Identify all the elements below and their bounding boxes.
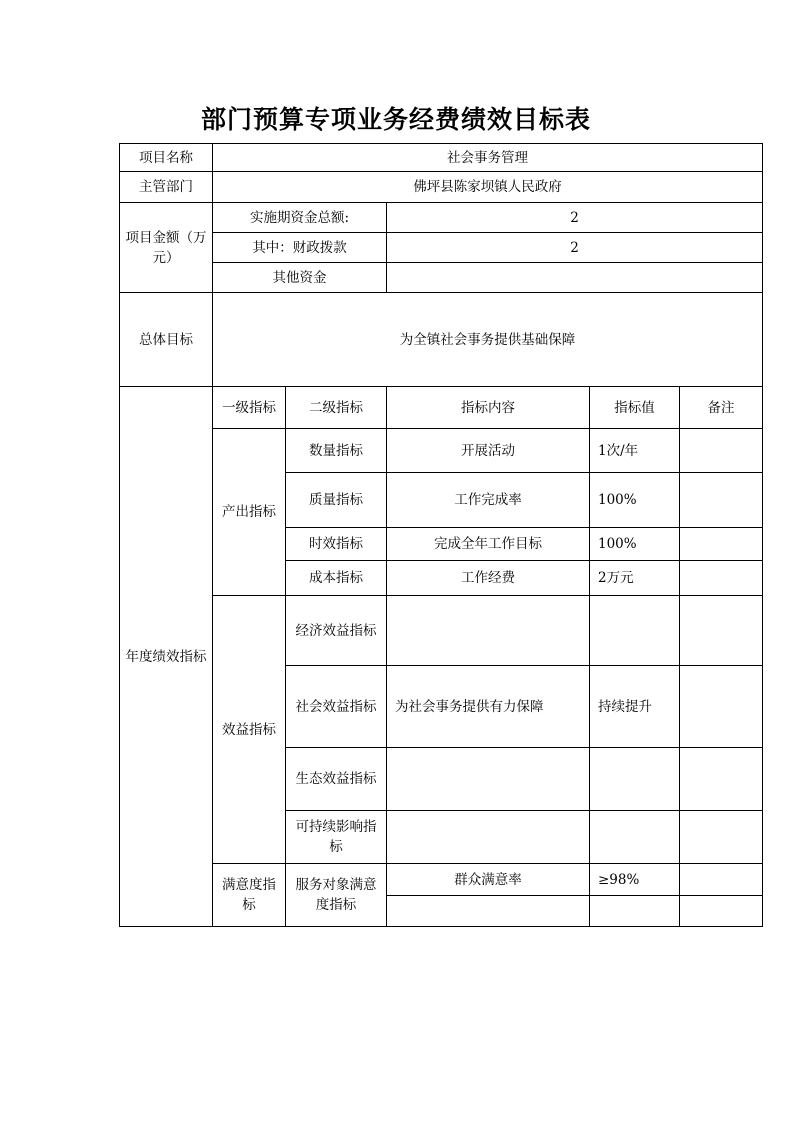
satisfaction-label: 满意度指标 bbox=[213, 864, 286, 927]
satisfaction-value-2 bbox=[590, 896, 680, 927]
total-label: 实施期资金总额: bbox=[213, 203, 387, 233]
output-note bbox=[680, 429, 763, 473]
benefit-label: 效益指标 bbox=[213, 596, 286, 864]
output-value: 100% bbox=[590, 473, 680, 528]
benefit-content: 为社会事务提供有力保障 bbox=[387, 666, 590, 748]
output-content: 工作完成率 bbox=[387, 473, 590, 528]
fiscal-label: 其中：财政拨款 bbox=[213, 233, 387, 263]
goal-label: 总体目标 bbox=[120, 293, 213, 387]
satisfaction-note bbox=[680, 864, 763, 896]
benefit-name: 生态效益指标 bbox=[286, 748, 387, 811]
other-value bbox=[387, 263, 763, 293]
benefit-name: 可持续影响指标 bbox=[286, 811, 387, 864]
output-value: 2万元 bbox=[590, 561, 680, 596]
output-value: 1次/年 bbox=[590, 429, 680, 473]
amount-label: 项目金额（万元） bbox=[120, 203, 213, 293]
satisfaction-content-2 bbox=[387, 896, 590, 927]
satisfaction-content: 群众满意率 bbox=[387, 864, 590, 896]
output-content: 完成全年工作目标 bbox=[387, 528, 590, 561]
dept-value: 佛坪县陈家坝镇人民政府 bbox=[213, 172, 763, 203]
output-note bbox=[680, 528, 763, 561]
annual-label: 年度绩效指标 bbox=[120, 387, 213, 927]
header-content: 指标内容 bbox=[387, 387, 590, 429]
output-name: 数量指标 bbox=[286, 429, 387, 473]
header-value: 指标值 bbox=[590, 387, 680, 429]
project-name-label: 项目名称 bbox=[120, 144, 213, 172]
satisfaction-value: ≥98% bbox=[590, 864, 680, 896]
benefit-note bbox=[680, 748, 763, 811]
goal-value: 为全镇社会事务提供基础保障 bbox=[213, 293, 763, 387]
benefit-name: 社会效益指标 bbox=[286, 666, 387, 748]
output-note bbox=[680, 561, 763, 596]
output-note bbox=[680, 473, 763, 528]
benefit-name: 经济效益指标 bbox=[286, 596, 387, 666]
output-name: 成本指标 bbox=[286, 561, 387, 596]
benefit-content bbox=[387, 811, 590, 864]
other-label: 其他资金 bbox=[213, 263, 387, 293]
header-note: 备注 bbox=[680, 387, 763, 429]
benefit-value: 持续提升 bbox=[590, 666, 680, 748]
performance-table bbox=[119, 143, 763, 927]
output-content: 工作经费 bbox=[387, 561, 590, 596]
fiscal-value: 2 bbox=[387, 233, 763, 263]
satisfaction-sub: 服务对象满意度指标 bbox=[286, 864, 387, 927]
output-name: 时效指标 bbox=[286, 528, 387, 561]
benefit-value bbox=[590, 748, 680, 811]
dept-label: 主管部门 bbox=[120, 172, 213, 203]
satisfaction-note-2 bbox=[680, 896, 763, 927]
page-title: 部门预算专项业务经费绩效目标表 bbox=[200, 105, 591, 134]
project-name-value: 社会事务管理 bbox=[213, 144, 763, 172]
output-value: 100% bbox=[590, 528, 680, 561]
benefit-value bbox=[590, 811, 680, 864]
benefit-content bbox=[387, 748, 590, 811]
benefit-content bbox=[387, 596, 590, 666]
output-label: 产出指标 bbox=[213, 429, 286, 596]
benefit-note bbox=[680, 666, 763, 748]
output-name: 质量指标 bbox=[286, 473, 387, 528]
header-level1: 一级指标 bbox=[213, 387, 286, 429]
header-level2: 二级指标 bbox=[286, 387, 387, 429]
output-content: 开展活动 bbox=[387, 429, 590, 473]
total-value: 2 bbox=[387, 203, 763, 233]
benefit-note bbox=[680, 811, 763, 864]
benefit-value bbox=[590, 596, 680, 666]
benefit-note bbox=[680, 596, 763, 666]
